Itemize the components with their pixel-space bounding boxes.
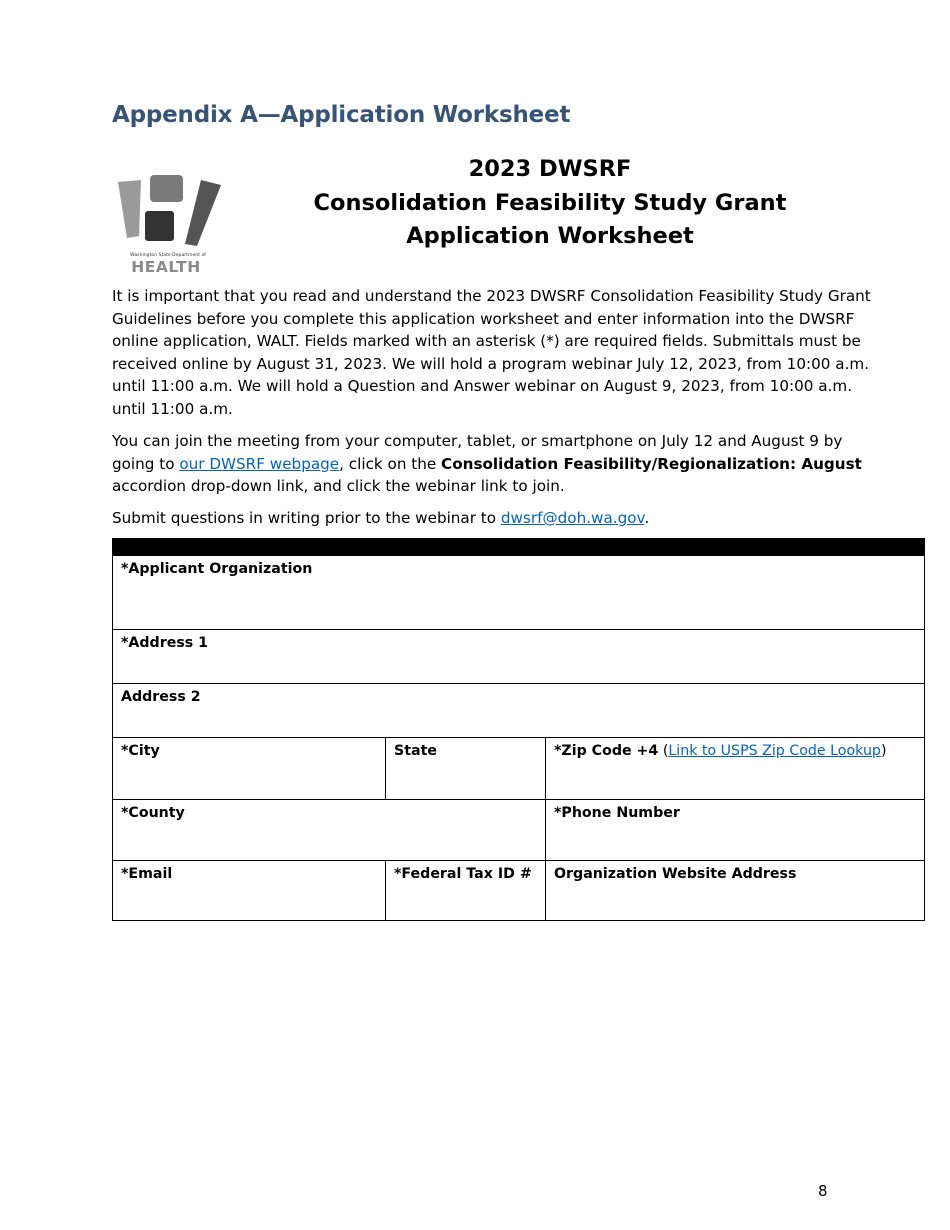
zip-paren-open: (	[658, 743, 669, 759]
page-number: 8	[818, 1182, 828, 1200]
questions-paragraph	[112, 507, 872, 530]
federal-tax-id-label: *Federal Tax ID #	[394, 866, 532, 882]
questions-text-end: .	[644, 509, 650, 527]
address1-field[interactable]	[113, 630, 925, 684]
title-line-2: Consolidation Feasibility Study Grant	[313, 189, 787, 216]
website-address-label: Organization Website Address	[554, 866, 797, 882]
appendix-heading: Appendix A—Application Worksheet	[112, 102, 571, 128]
county-field[interactable]	[113, 800, 546, 861]
phone-number-field[interactable]	[546, 800, 925, 861]
address2-field[interactable]	[113, 684, 925, 738]
dwsrf-email-link[interactable]: dwsrf@doh.wa.gov	[500, 509, 645, 527]
webinar-text-2: , click on the	[339, 454, 442, 473]
city-field[interactable]	[113, 738, 386, 800]
address1-label: *Address 1	[121, 635, 209, 651]
county-label: *County	[121, 805, 185, 821]
webinar-accordion-name: Consolidation Feasibility/Regionalization: August	[441, 454, 862, 473]
form-header-bar	[113, 539, 925, 556]
application-form-table	[112, 538, 925, 921]
webinar-text-1: You can join the meeting from your computer, tablet, or smartphone on July 12 and August 9 by going to	[112, 432, 843, 473]
title-line-1: 2023 DWSRF	[468, 156, 632, 182]
federal-tax-id-field[interactable]	[386, 861, 546, 921]
webinar-text-3: accordion drop-down link, and click the webinar link to join.	[112, 477, 565, 495]
usps-zip-lookup-link[interactable]: Link to USPS Zip Code Lookup	[668, 743, 881, 759]
city-label: *City	[121, 743, 160, 759]
applicant-organization-label: *Applicant Organization	[121, 561, 313, 577]
dwsrf-webpage-link[interactable]: our DWSRF webpage	[179, 454, 340, 473]
applicant-organization-field[interactable]	[113, 556, 925, 630]
address2-label: Address 2	[121, 689, 201, 705]
title-line-3: Application Worksheet	[406, 223, 694, 249]
logo-text-line2: HEALTH	[131, 258, 201, 276]
email-label: *Email	[121, 866, 173, 882]
questions-text: Submit questions in writing prior to the webinar to	[112, 509, 501, 527]
worksheet-title	[300, 153, 800, 254]
doh-logo-graphic	[114, 172, 224, 276]
doh-logo	[114, 172, 224, 276]
intro-paragraph: It is important that you read and understand the 2023 DWSRF Consolidation Feasibility Study Grant Guidelines before you complete this application worksheet and enter information into the DWSRF online application, WALT. Fields marked with an asterisk (*) are required fields. Submittals must be received online by August 31, 2023. We will hold a program webinar July 12, 2023, from 10:00 a.m. until 11:00 a.m. We will hold a Question and Answer webinar on August 9, 2023, from 10:00 a.m. until 11:00 a.m.	[112, 287, 871, 418]
zip-code-label: *Zip Code +4	[554, 743, 659, 759]
zip-paren-close: )	[880, 743, 887, 759]
state-label: State	[394, 743, 437, 759]
email-field[interactable]	[113, 861, 386, 921]
logo-text-line1: Washington State Department of	[130, 253, 206, 258]
webinar-paragraph	[112, 430, 872, 498]
website-address-field[interactable]	[546, 861, 925, 921]
phone-number-label: *Phone Number	[554, 805, 680, 821]
zip-code-field[interactable]	[546, 738, 925, 800]
state-field[interactable]	[386, 738, 546, 800]
